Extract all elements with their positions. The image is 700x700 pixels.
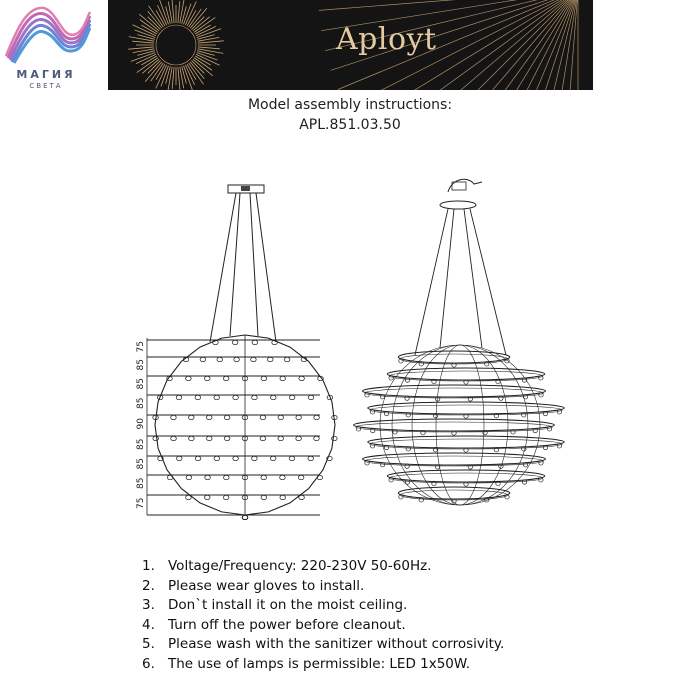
chandelier-drawing (130, 170, 570, 530)
model-number: APL.851.03.50 (299, 117, 401, 133)
instructions-list (142, 557, 504, 674)
dimension-label: 85 (136, 397, 146, 409)
store-logo (0, 0, 100, 100)
logo-name: МАГИЯ (16, 68, 76, 81)
logo-subname: СВЕТА (29, 82, 63, 90)
instruction-item: 6. The use of lamps is permissible: LED 1x50W. (142, 655, 470, 672)
instruction-item: 1. Voltage/Frequency: 220-230V 50-60Hz. (142, 558, 432, 574)
brand-banner (108, 0, 593, 90)
dimension-label: 85 (136, 359, 146, 371)
dimension-label: 85 (136, 438, 146, 450)
dimension-label: 75 (136, 341, 146, 353)
dimension-label: 85 (136, 458, 146, 470)
instruction-item: 3. Don`t install it on the moist ceiling. (142, 597, 408, 613)
dimension-label: 90 (136, 418, 146, 430)
dimension-label: 85 (136, 477, 146, 489)
instruction-item: 2. Please wear gloves to install. (142, 577, 365, 594)
dimension-label: 75 (136, 497, 146, 509)
instruction-item: 5. Please wash with the sanitizer without corrosivity. (142, 636, 505, 652)
logo-waves-icon (0, 0, 100, 66)
instructions-title: Model assembly instructions: (247, 97, 453, 113)
instruction-item: 4. Turn off the power before cleanout. (142, 616, 406, 633)
dimension-label: 85 (136, 378, 146, 390)
brand-name: Aployt (336, 22, 437, 57)
